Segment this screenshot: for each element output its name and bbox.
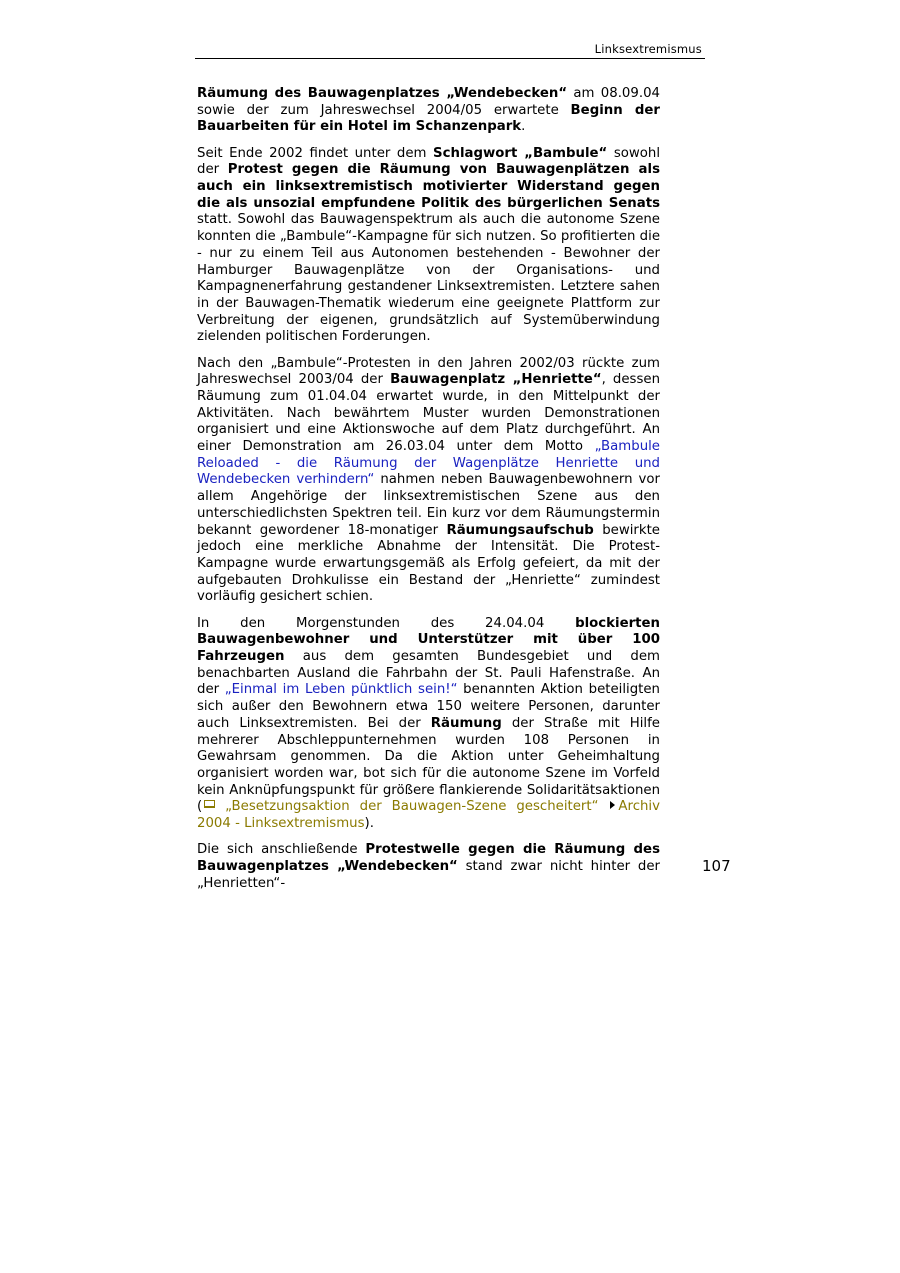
paragraph-4: In den Morgenstunden des 24.04.04 blockierten Bauwagenbewohner und Unterstützer mit über 100 Fahrzeugen aus dem gesamten Bundesgebiet und dem benachbarten Ausland die Fahrbahn der St. Pauli Hafenstraße. An der „Einmal im Leben pünktlich sein!“ benannten Aktion beteiligten sich außer den Bewohnern etwa 150 weitere Personen, darunter auch Linksextremisten. Bei der Räumung der Straße mit Hilfe mehrerer Abschleppunternehmen wurden 108 Personen in Gewahrsam genommen. Da die Aktion unter Geheimhaltung organisiert worden war, bot sich für die autonome Szene im Vorfeld kein Anknüpfungspunkt für größere flankierende Solidaritätsaktionen ( „Besetzungsaktion der Bauwagen-Szene gescheitert“ Archiv 2004 - Linksextremismus). (197, 615, 660, 832)
header-title: Linksextremismus (594, 42, 702, 56)
action-motto-link[interactable]: „Einmal im Leben pünktlich sein!“ (224, 682, 458, 698)
bold-text: Beginn der Bauarbeiten für ein Hotel im Schanzenpark (197, 102, 660, 135)
arrow-right-icon (610, 801, 615, 809)
bold-text: Schlagwort „Bambule“ (433, 145, 608, 161)
page-number: 107 (702, 857, 731, 875)
motto-link[interactable]: „Bambule Reloaded - die Räumung der Wagenplätze Henriette und Wendebecken verhindern“ (197, 439, 660, 488)
body-text (197, 86, 660, 902)
bold-text: blockierten Bauwagenbewohner und Unterstützer mit über 100 Fahrzeugen (197, 615, 660, 664)
paragraph-2: Seit Ende 2002 findet unter dem Schlagwort „Bambule“ sowohl der Protest gegen die Räumung von Bauwagenplätzen als auch ein linksextremistisch motivierter Widerstand gegen die als unsozial empfundene Politik des bürgerlichen Senats statt. Sowohl das Bauwagenspektrum als auch die autonome Szene konnten die „Bambule“-Kampagne für sich nutzen. So profitierten die - nur zu einem Teil aus Autonomen bestehenden - Bewohner der Hamburger Bauwagenplätze von der Organisations- und Kampagnenerfahrung gestandener Linksextremisten. Letztere sahen in der Bauwagen-Thematik wiederum eine geeignete Plattform zur Verbreitung der eigenen, grundsätzlich auf Systemüberwindung zielenden politischen Forderungen. (197, 145, 661, 345)
bold-text: Protest gegen die Räumung von Bauwagenplätzen als auch ein linksextremistisch motivierter Widerstand gegen die als unsozial empfundene Politik des bürgerlichen Senats (197, 162, 660, 211)
bold-text: Protestwelle gegen die Räumung des Bauwagenplatzes „Wendebecken“ (197, 842, 660, 874)
cross-reference-link[interactable]: „Besetzungsaktion der Bauwagen-Szene gescheitert“ Archiv 2004 - Linksextremismus (197, 799, 660, 832)
bold-text: Bauwagenplatz „Henriette“ (390, 372, 602, 388)
running-header (195, 40, 705, 59)
bold-text: Räumung des Bauwagenplatzes „Wendebecken“ (197, 86, 568, 101)
computer-icon (204, 800, 215, 808)
paragraph-3: Nach den „Bambule“-Protesten in den Jahren 2002/03 rückte zum Jahreswechsel 2003/04 der Bauwagenplatz „Henriette“, dessen Räumung zum 01.04.04 erwartet wurde, in den Mittelpunkt der Aktivitäten. Nach bewährtem Muster wurden Demonstrationen organisiert und eine Aktionswoche auf dem Platz durchgeführt. An einer Demonstration am 26.03.04 unter dem Motto „Bambule Reloaded - die Räumung der Wagenplätze Henriette und Wendebecken verhindern“ nahmen neben Bauwagenbewohnern vor allem Angehörige der linksextremistischen Szene aus den unterschiedlichsten Spektren teil. Ein kurz vor dem Räumungstermin bekannt gewordener 18-monatiger Räumungsaufschub bewirkte jedoch eine merkliche Abnahme der Intensität. Die Protest-Kampagne wurde erwartungsgemäß als Erfolg gefeiert, da mit der aufgebauten Drohkulisse ein Bestand der „Henriette“ zumindest vorläufig gesichert schien. (197, 355, 661, 605)
paragraph-1: Räumung des Bauwagenplatzes „Wendebecken“ am 08.09.04 sowie der zum Jahreswechsel 2004/05 erwartete Beginn der Bauarbeiten für ein Hotel im Schanzenpark. (197, 86, 660, 135)
bold-text: Räumung (430, 715, 502, 731)
bold-text: Räumungsaufschub (446, 522, 594, 538)
paragraph-5: Die sich anschließende Protestwelle gegen die Räumung des Bauwagenplatzes „Wendebecken“ stand zwar nicht hinter der „Henrietten“- (197, 842, 660, 891)
